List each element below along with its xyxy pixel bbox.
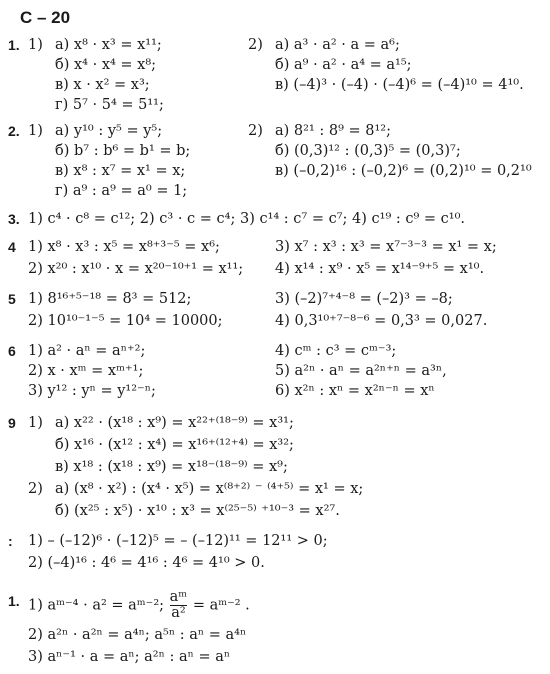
ex6-row2 xyxy=(0,360,550,382)
ex1-part1-label: 1) xyxy=(28,37,43,53)
ex9-fraction-numerator: aᵐ xyxy=(169,589,188,605)
ex7-row5 xyxy=(0,500,550,522)
ex2-part1-label: 1) xyxy=(28,123,43,139)
ex2-row3 xyxy=(0,160,550,182)
page-title: C – 20 xyxy=(20,8,71,27)
ex1-row4 xyxy=(0,94,550,116)
ex4-item4: 4) x¹⁴ : x⁹ · x⁵ = x¹⁴⁻⁹⁺⁵ = x¹⁰. xyxy=(275,261,485,277)
ex9-row2 xyxy=(0,624,550,646)
ex4-row2 xyxy=(0,258,550,280)
ex7-1a: а) x²² · (x¹⁸ : x⁹) = x²²⁺⁽¹⁸⁻⁹⁾ = x³¹; xyxy=(55,415,294,431)
ex2-2a: а) 8²¹ : 8⁹ = 8¹²; xyxy=(275,123,392,139)
ex1-1a: а) x⁸ · x³ = x¹¹; xyxy=(55,37,162,53)
ex5-item2: 2) 10¹⁰⁻¹⁻⁵ = 10⁴ = 10000; xyxy=(28,313,223,329)
ex6-row1 xyxy=(0,340,550,362)
ex8-number: : xyxy=(8,533,13,549)
ex6-row3 xyxy=(0,380,550,402)
ex9-row1 xyxy=(0,589,550,622)
ex1-row2 xyxy=(0,54,550,76)
ex5-item4: 4) 0,3¹⁰⁺⁷⁻⁸⁻⁶ = 0,3³ = 0,027. xyxy=(275,313,488,329)
ex7-row4 xyxy=(0,478,550,500)
ex1-1g: г) 5⁷ · 5⁴ = 5¹¹; xyxy=(55,97,164,113)
ex6-item3: 3) y¹² : yⁿ = y¹²⁻ⁿ; xyxy=(28,383,156,399)
ex7-2b: б) (x²⁵ : x⁵) · x¹⁰ : x³ = x⁽²⁵⁻⁵⁾ ⁺¹⁰⁻³ = x²⁷. xyxy=(55,503,340,519)
ex8-row2 xyxy=(0,552,550,574)
ex2-1v: в) x⁸ : x⁷ = x¹ = x; xyxy=(55,163,186,179)
ex2-row2 xyxy=(0,140,550,162)
ex5-number: 5 xyxy=(8,291,16,307)
ex2-number: 2. xyxy=(8,123,20,139)
ex2-2v: в) (–0,2)¹⁶ : (–0,2)⁶ = (0,2)¹⁰ = 0,2¹⁰ xyxy=(275,163,532,179)
ex5-row2 xyxy=(0,310,550,332)
ex9-fraction xyxy=(170,590,188,621)
ex7-1b: б) x¹⁶ · (x¹² : x⁴) = x¹⁶⁺⁽¹²⁺⁴⁾ = x³²; xyxy=(55,437,294,453)
ex8-item2: 2) (–4)¹⁶ : 4⁶ = 4¹⁶ : 4⁶ = 4¹⁰ > 0. xyxy=(28,555,265,571)
ex9-fraction-denominator: a² xyxy=(171,605,186,622)
ex1-row3 xyxy=(0,74,550,96)
ex7-2a: а) (x⁸ · x²) : (x⁴ · x⁵) = x⁽⁸⁺²⁾ ⁻ ⁽⁴⁺⁵⁾ = x¹ = x; xyxy=(55,481,364,497)
ex6-item2: 2) x · xᵐ = xᵐ⁺¹; xyxy=(28,363,144,379)
ex1-row1 xyxy=(0,34,550,56)
ex1-1v: в) x · x² = x³; xyxy=(55,77,150,93)
ex2-2b: б) (0,3)¹² : (0,3)⁵ = (0,3)⁷; xyxy=(275,143,461,159)
ex6-item5: 5) a²ⁿ · aⁿ = a²ⁿ⁺ⁿ = a³ⁿ, xyxy=(275,363,447,379)
ex7-row3 xyxy=(0,456,550,478)
ex9-item1 xyxy=(28,590,250,621)
ex1-number: 1. xyxy=(8,37,20,53)
ex7-1v: в) x¹⁸ : (x¹⁸ : x⁹) = x¹⁸⁻⁽¹⁸⁻⁹⁾ = x⁹; xyxy=(55,459,288,475)
ex2-row1 xyxy=(0,120,550,142)
ex8-row1 xyxy=(0,530,550,552)
ex6-number: 6 xyxy=(8,343,16,359)
ex2-1g: г) a⁹ : a⁹ = a⁰ = 1; xyxy=(55,183,188,199)
ex4-item1: 1) x⁸ · x³ : x⁵ = x⁸⁺³⁻⁵ = x⁶; xyxy=(28,239,220,255)
ex2-1b: б) b⁷ : b⁶ = b¹ = b; xyxy=(55,143,191,159)
ex4-number: 4 xyxy=(8,239,16,255)
ex1-1b: б) x⁴ · x⁴ = x⁸; xyxy=(55,57,157,73)
ex4-row1 xyxy=(0,236,550,258)
ex7-part1-label: 1) xyxy=(28,415,43,431)
ex8-item1: 1) – (–12)⁶ · (–12)⁵ = – (–12)¹¹ = 12¹¹ > 0; xyxy=(28,533,328,549)
ex2-row4 xyxy=(0,180,550,202)
ex1-2b: б) a⁹ · a² · a⁴ = a¹⁵; xyxy=(275,57,412,73)
ex3-line: 1) c⁴ · c⁸ = c¹²; 2) c³ · c = c⁴; 3) c¹⁴ : c⁷ = c⁷; 4) c¹⁹ : c⁹ = c¹⁰. xyxy=(28,211,466,227)
ex9-item3: 3) aⁿ⁻¹ · a = aⁿ; a²ⁿ : aⁿ = aⁿ xyxy=(28,649,231,665)
ex7-part2-label: 2) xyxy=(28,481,43,497)
ex2-1a: а) y¹⁰ : y⁵ = y⁵; xyxy=(55,123,163,139)
ex4-item2: 2) x²⁰ : x¹⁰ · x = x²⁰⁻¹⁰⁺¹ = x¹¹; xyxy=(28,261,244,277)
ex7-row1 xyxy=(0,412,550,434)
ex1-2v: в) (–4)³ · (–4) · (–4)⁶ = (–4)¹⁰ = 4¹⁰. xyxy=(275,77,524,93)
ex3-number: 3. xyxy=(8,211,20,227)
ex6-item6: 6) x²ⁿ : xⁿ = x²ⁿ⁻ⁿ = xⁿ xyxy=(275,383,435,399)
ex9-number: 1. xyxy=(8,593,20,609)
ex6-item1: 1) a² · aⁿ = aⁿ⁺²; xyxy=(28,343,146,359)
ex7-number: 9 xyxy=(8,415,16,431)
ex9-item2: 2) a²ⁿ · a²ⁿ = a⁴ⁿ; a⁵ⁿ : aⁿ = a⁴ⁿ xyxy=(28,627,247,643)
ex9-item1-left: 1) aᵐ⁻⁴ · a² = aᵐ⁻²; xyxy=(28,597,165,614)
ex5-item3: 3) (–2)⁷⁺⁴⁻⁸ = (–2)³ = –8; xyxy=(275,291,453,307)
ex2-part2-label: 2) xyxy=(248,123,263,139)
ex7-row2 xyxy=(0,434,550,456)
ex5-row1 xyxy=(0,288,550,310)
ex9-item1-right: = aᵐ⁻² . xyxy=(192,597,250,614)
ex3-row1 xyxy=(0,208,550,230)
ex5-item1: 1) 8¹⁶⁺⁵⁻¹⁸ = 8³ = 512; xyxy=(28,291,192,307)
ex1-2a: а) a³ · a² · a = a⁶; xyxy=(275,37,400,53)
ex6-item4: 4) cᵐ : c³ = cᵐ⁻³; xyxy=(275,343,397,359)
ex9-row3 xyxy=(0,646,550,668)
ex4-item3: 3) x⁷ : x³ : x³ = x⁷⁻³⁻³ = x¹ = x; xyxy=(275,239,497,255)
ex1-part2-label: 2) xyxy=(248,37,263,53)
